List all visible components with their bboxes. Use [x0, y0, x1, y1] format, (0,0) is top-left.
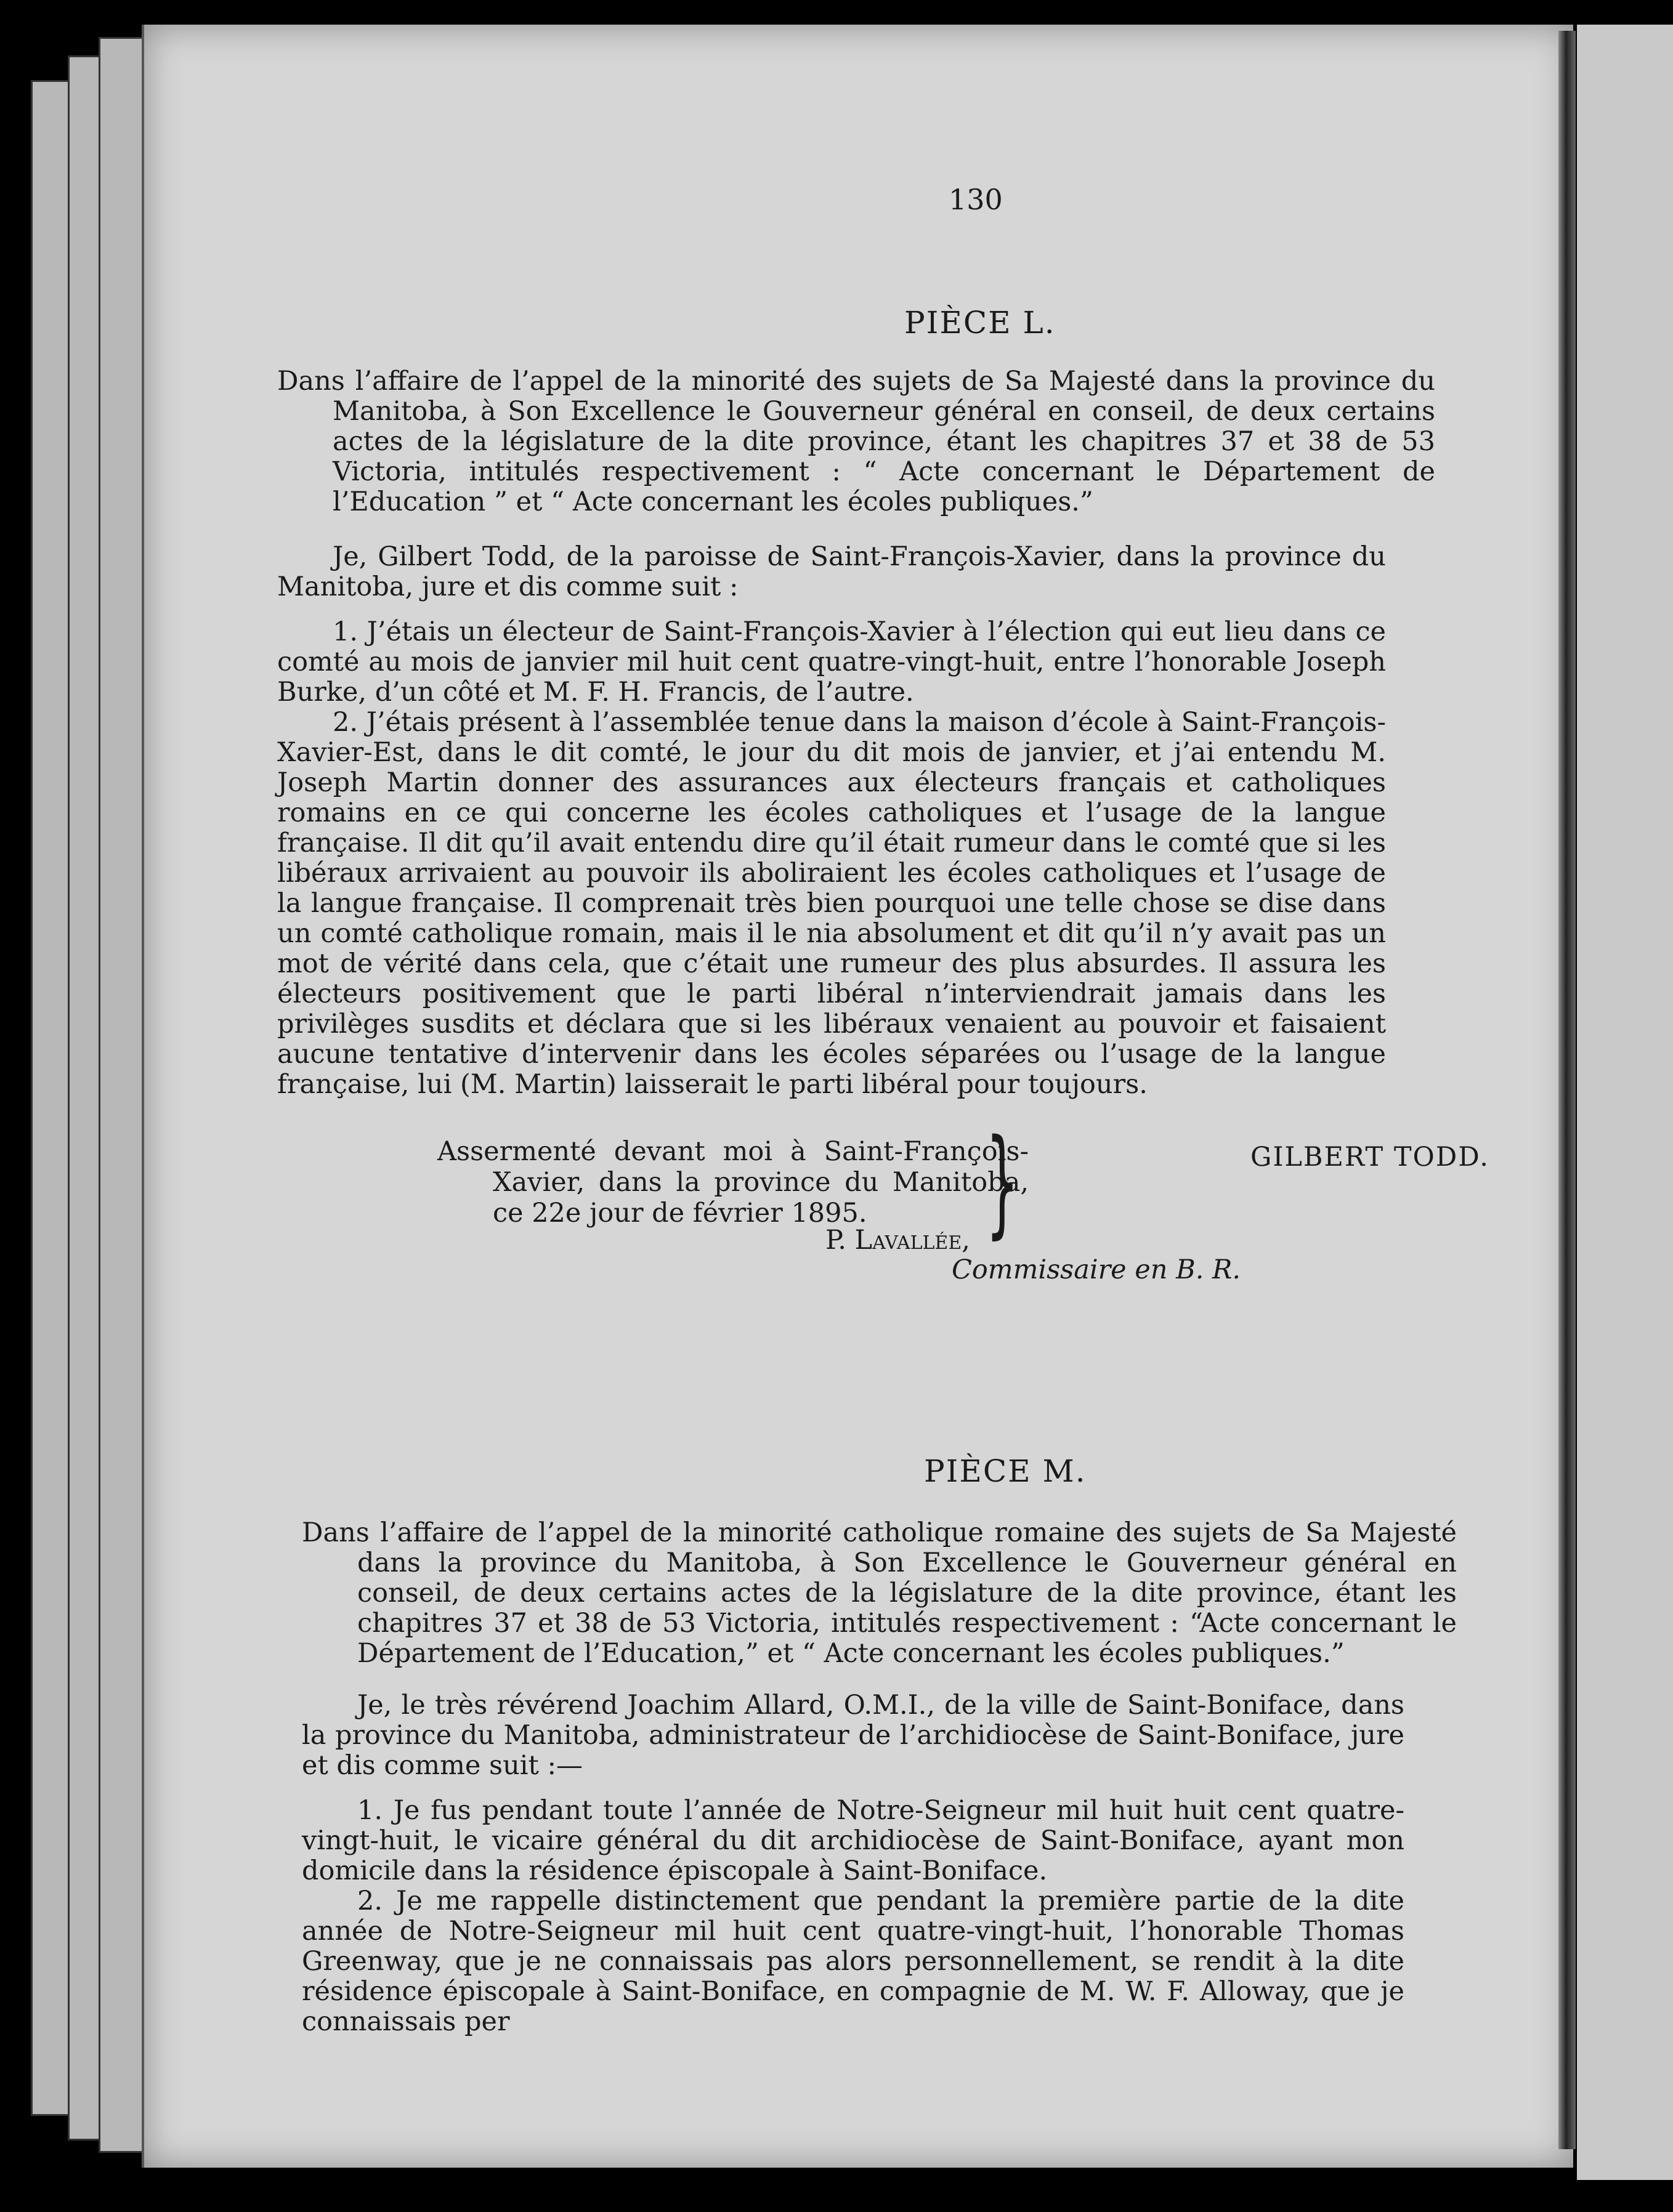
facing-page-edge — [1577, 25, 1673, 2180]
piece-l-item-1: 1. J’étais un électeur de Saint-François-Xavier à l’élection qui eut lieu dans ce comté au mois de janvier mil huit cent quatre-vingt-huit, entre l’honorable Joseph Burke, d’un côté et M. F. H. Francis, de l’autre. — [277, 616, 1386, 708]
piece-l-item-2: 2. J’étais présent à l’assemblée tenue dans la maison d’école à Saint-François-Xavier-Est, dans le dit comté, le jour du dit mois de janvier, et j’ai entendu M. Joseph Martin donner des assurances aux électeurs français et catholiques romains en ce qui concerne les écoles catholiques et l’usage de la langue française. Il dit qu’il avait entendu dire qu’il était rumeur dans le comté que si les libéraux arrivaient au pouvoir ils aboliraient les écoles catholiques et l’usage de la langue française. Il comprenait très bien pourquoi une telle chose se dise dans un comté catholique romain, mais il le nia absolument et dit qu’il n’y avait pas un mot de vérité dans cela, que c’était une rumeur des plus absurdes. Il assura les électeurs positivement que le parti libéral n’interviendrait jamais dans les privilèges susdits et déclara que si les libéraux venaient au pouvoir et faisaient aucune tentative d’intervenir dans les écoles séparées ou l’usage de la langue française, lui (M. Martin) laisserait le parti libéral pour toujours. — [277, 707, 1386, 1100]
piece-m-caption: Dans l’affaire de l’appel de la minorité catholique romaine des sujets de Sa Majesté dans la province du Manitoba, à Son Excellence le Gouverneur général en conseil, de deux certains actes de la législature de la dite province, étant les chapitres 37 et 38 de 53 Victoria, intitulés respectivement : “Acte concernant le Département de l’Education,” et “ Acte concernant les écoles publiques.” — [302, 1517, 1457, 1669]
piece-l-intro: Je, Gilbert Todd, de la paroisse de Saint-François-Xavier, dans la province du Manitoba, jure et dis comme suit : — [277, 541, 1386, 602]
commissioner-name: P. Lavallée, — [825, 1225, 970, 1256]
signatory-name: GILBERT TODD. — [1250, 1142, 1489, 1173]
piece-m-item-1: 1. Je fus pendant toute l’année de Notre-Seigneur mil huit huit cent quatre-vingt-huit, le vicaire général du dit archidiocèse de Saint-Boniface, ayant mon domicile dans la résidence épiscopale à Saint-Boniface. — [302, 1795, 1404, 1886]
piece-m-heading: PIÈCE M. — [924, 1453, 1087, 1489]
brace-symbol: } — [986, 1114, 1019, 1250]
page-number: 130 — [949, 183, 1003, 216]
piece-m-item-2: 2. Je me rappelle distinctement que pendant la première partie de la dite année de Notre-Seigneur mil huit cent quatre-vingt-huit, l’honorable Thomas Greenway, que je ne connaissais pas alors personnellement, se rendit à la dite résidence épiscopale à Saint-Boniface, en compagnie de M. W. F. Alloway, que je connaissais per — [302, 1886, 1404, 2037]
piece-l-heading: PIÈCE L. — [904, 305, 1056, 341]
piece-m-intro: Je, le très révérend Joachim Allard, O.M.I., de la ville de Saint-Boniface, dans la province du Manitoba, administrateur de l’archidiocèse de Saint-Boniface, jure et dis comme suit :— — [302, 1690, 1404, 1781]
piece-l-caption: Dans l’affaire de l’appel de la minorité des sujets de Sa Majesté dans la province du Manitoba, à Son Excellence le Gouverneur général en conseil, de deux certains actes de la législature de la dite province, étant les chapitres 37 et 38 de 53 Victoria, intitulés respectivement : “ Acte concernant le Département de l’Education ” et “ Acte concernant les écoles publiques.” — [277, 366, 1435, 517]
sworn-statement: Assermenté devant moi à Saint-François-Xavier, dans la province du Manitoba, ce 22e jour de février 1895. — [437, 1136, 1029, 1229]
page-content — [142, 25, 1571, 2168]
commissioner-title: Commissaire en B. R. — [952, 1254, 1241, 1285]
piece-m-body — [302, 1690, 1404, 2037]
piece-l-body — [277, 542, 1386, 1100]
